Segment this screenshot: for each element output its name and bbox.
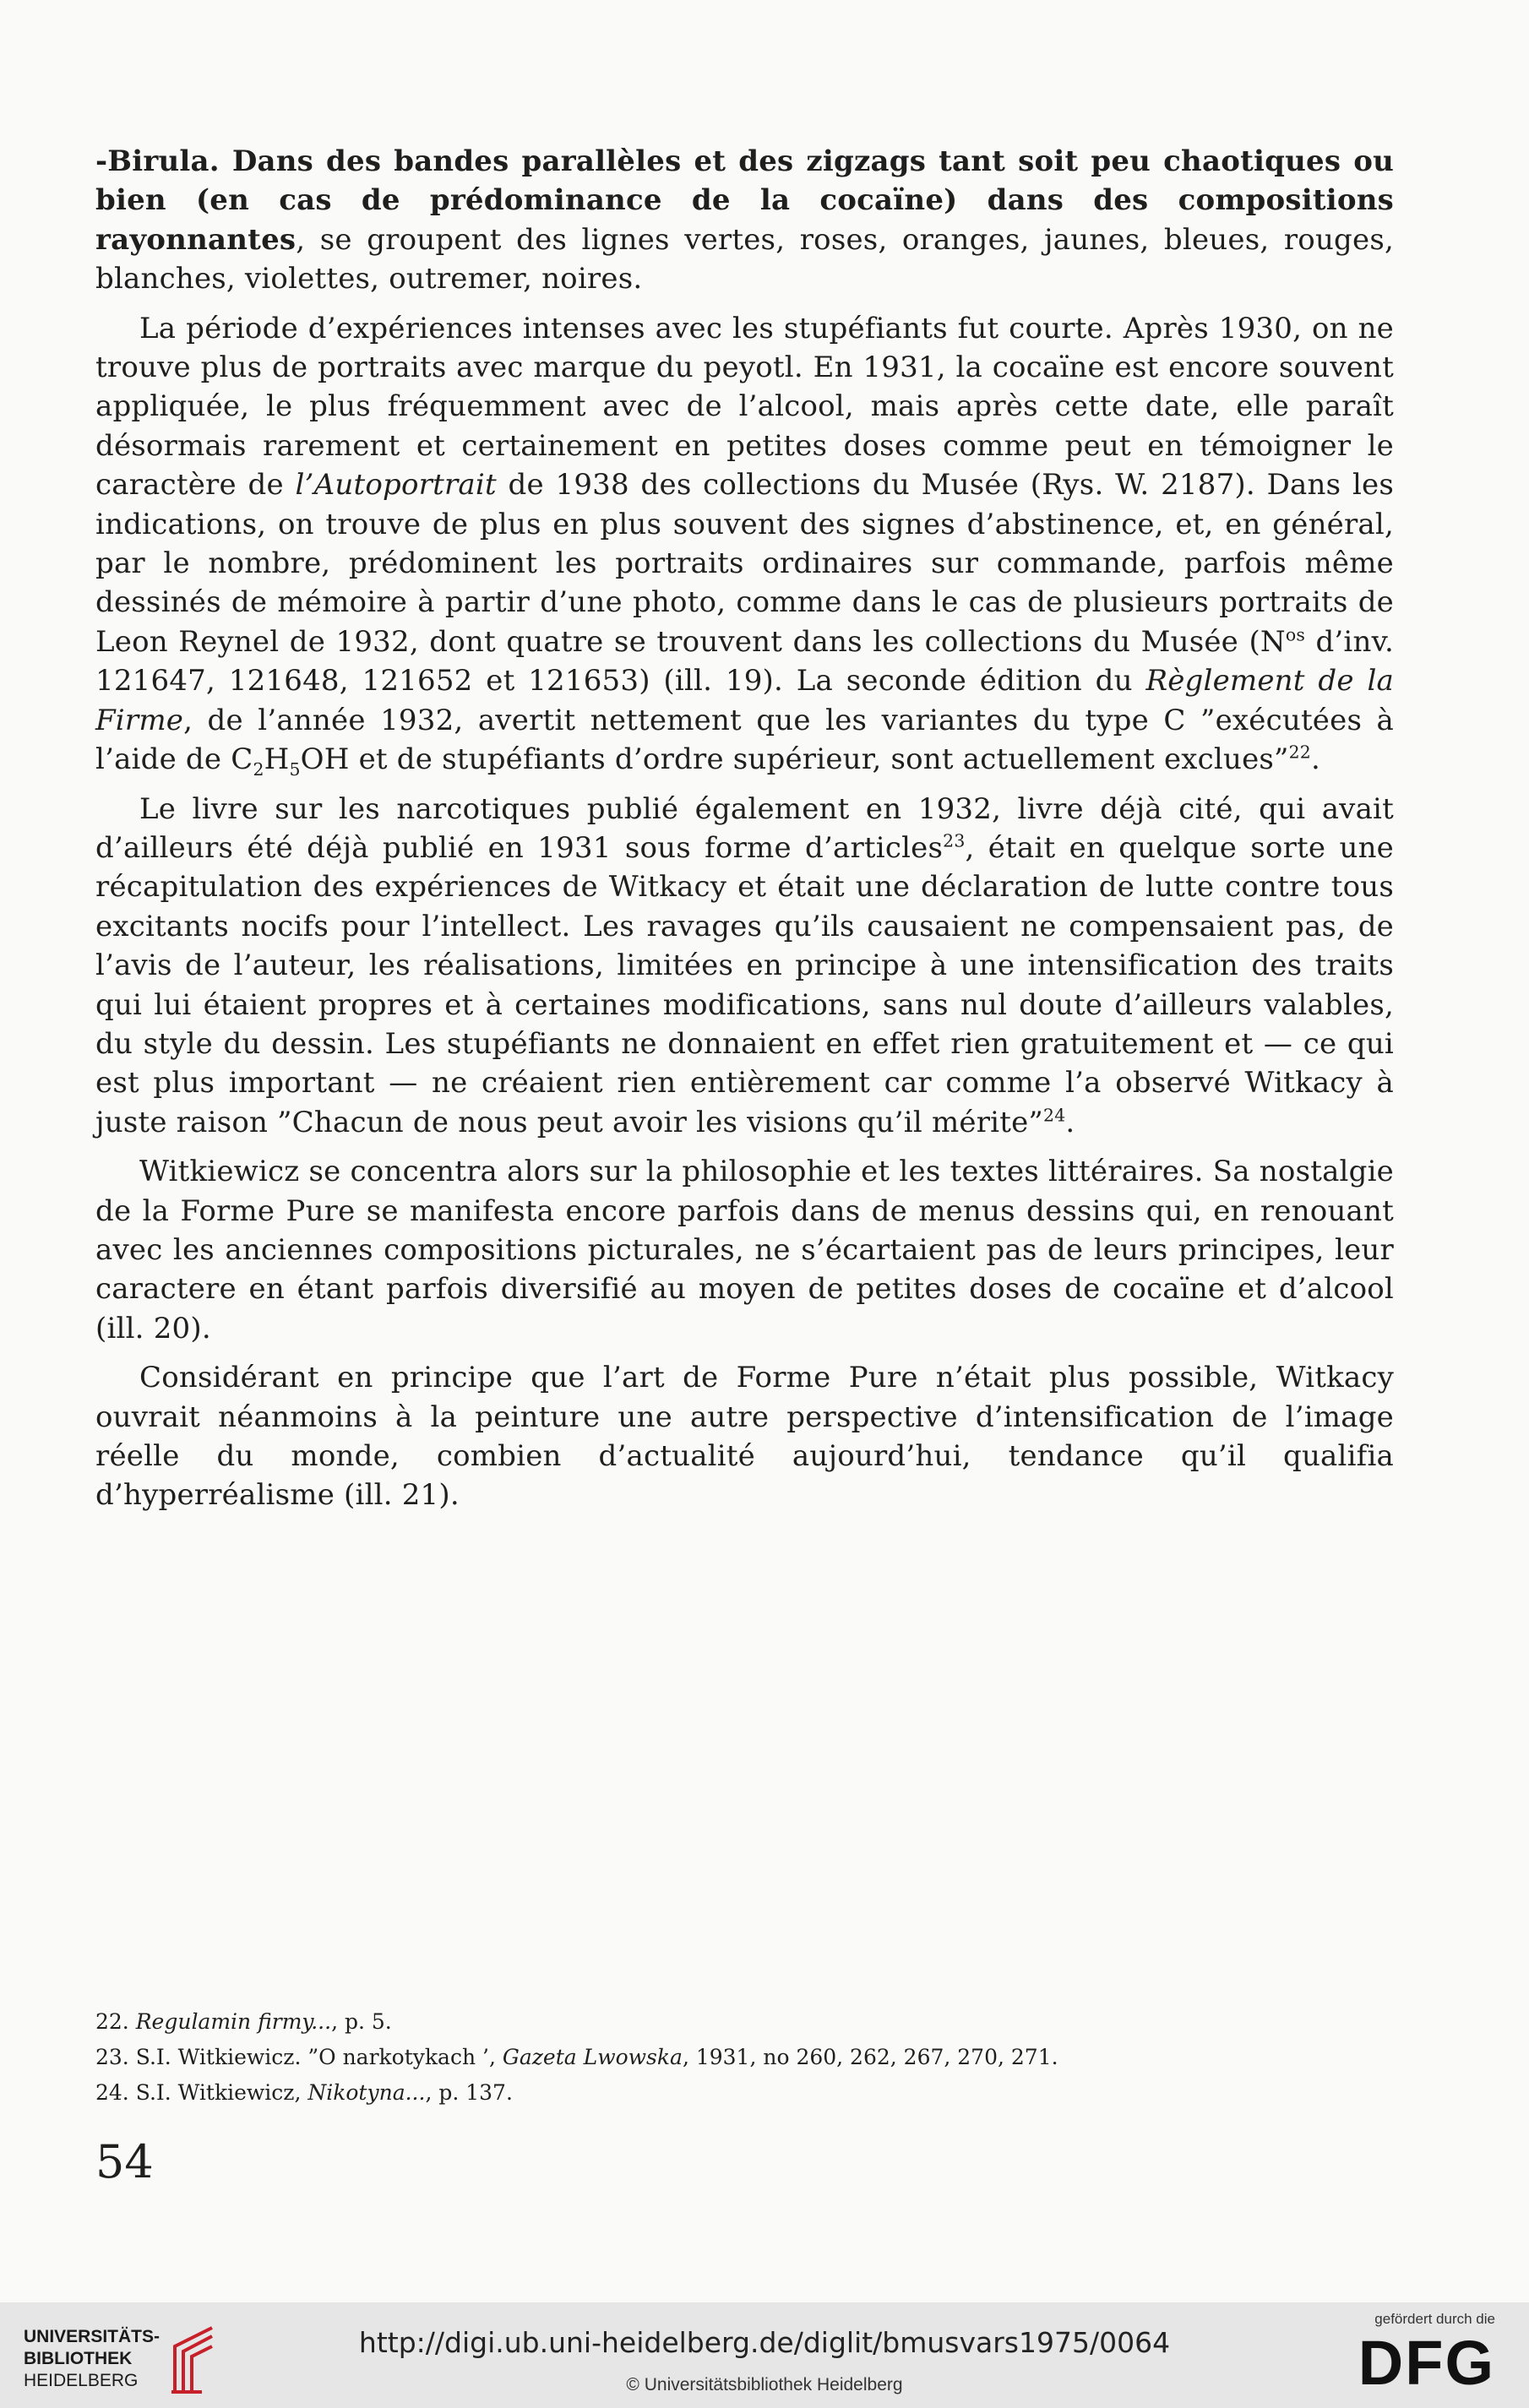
paragraph xyxy=(95,309,1394,780)
text-run: , de l’année 1932, avertit nettement que les variantes du type C ”exécutées à l’aide de C xyxy=(95,703,1394,777)
text-run: H xyxy=(264,742,290,777)
paragraph xyxy=(95,142,1394,299)
text-run: Le livre sur les narcotiques publié également en 1932, livre déjà cité, qui avait d’ailleurs été déjà publié en 1931 sous forme d’articles xyxy=(95,791,1394,865)
text-run: . xyxy=(1310,742,1320,777)
footnote xyxy=(95,2040,1194,2075)
text-run: , p. 137. xyxy=(425,2080,513,2105)
library-footer xyxy=(0,2302,1529,2408)
text-run: 22 xyxy=(1288,742,1311,763)
text-run: Regulamin firmy... xyxy=(135,2009,332,2034)
paragraph xyxy=(95,790,1394,1143)
library-name-line3: HEIDELBERG xyxy=(24,2371,139,2390)
text-run: , se groupent des lignes vertes, roses, oranges, jaunes, bleues, rouges, blanches, violettes, outremer, noires. xyxy=(95,222,1394,296)
text-run: os xyxy=(1285,624,1306,645)
text-run: 5 xyxy=(289,758,301,780)
text-run: Nikotyna... xyxy=(307,2080,426,2105)
footnotes xyxy=(95,2004,1194,2111)
text-run: , 1931, no 260, 262, 267, 270, 271. xyxy=(682,2045,1058,2069)
footnote xyxy=(95,2075,1194,2111)
text-run: Considérant en principe que l’art de Forme Pure n’était plus possible, Witkacy ouvrait néanmoins à la peinture une autre perspective d’intensification de l’image réelle du monde, combien d’actualité aujourd’hui, tendance qu’il qualifia d’hyperréalisme (ill. 21). xyxy=(95,1361,1394,1513)
text-run: Règlement de la Firme xyxy=(95,664,1394,737)
body-text xyxy=(95,142,1394,1515)
text-run: de 1938 des collections du Musée (Rys. W. 2187). Dans les indications, on trouve de plus en plus souvent des signes d’abstinence, et, en général, par le nombre, prédominent les portraits ordinaires sur commande, parfois même dessinés de mémoire à partir d’une photo, comme dans le cas de plusieurs portraits de Leon Reynel de 1932, dont quatre se trouvent dans les collections du Musée (N xyxy=(95,468,1394,659)
paragraph xyxy=(95,1358,1394,1515)
copyright-text: © Universitätsbibliothek Heidelberg xyxy=(626,2375,903,2394)
library-name-line1: UNIVERSITÄTS- xyxy=(24,2327,161,2346)
footnote xyxy=(95,2004,1194,2040)
paragraph xyxy=(95,1152,1394,1348)
page-number: 54 xyxy=(95,2135,154,2188)
text-run: OH et de stupéfiants d’ordre supérieur, sont actuellement exclues” xyxy=(300,742,1289,777)
text-run: , p. 5. xyxy=(331,2009,392,2034)
text-run: d’inv. 121647, 121648, 121652 et 121653) (ill. 19). La seconde édition du xyxy=(95,624,1394,698)
dfg-wordmark: DFG xyxy=(1358,2328,1495,2398)
text-run: 23. S.I. Witkiewicz. ”O narkotykach ’, xyxy=(95,2045,503,2069)
library-name-line2: BIBLIOTHEK xyxy=(24,2349,133,2368)
text-run: 2 xyxy=(253,758,264,780)
text-run: -Birula. Dans des bandes parallèles et des zigzags tant soit peu chaotiques ou bien (en cas de prédominance de la cocaïne) dans des compositions rayonnantes xyxy=(95,144,1394,257)
text-run: 22. xyxy=(95,2009,136,2034)
text-run: . xyxy=(1065,1105,1075,1139)
text-run: 23 xyxy=(943,830,966,851)
text-run: Witkiewicz se concentra alors sur la philosophie et les textes littéraires. Sa nostalgie de la Forme Pure se manifesta encore parfois dans de menus dessins qui, en renouant avec les anciennes compositions picturales, ne s’écartaient pas de leurs principes, leur caractere en étant parfois diversifié au moyen de petites doses de cocaïne et d’alcool (ill. 20). xyxy=(95,1155,1394,1345)
dfg-logo[interactable] xyxy=(1358,2311,1495,2399)
text-run: 24 xyxy=(1043,1105,1066,1126)
text-run: La période d’expériences intenses avec les stupéfiants fut courte. Après 1930, on ne trouve plus de portraits avec marque du peyotl. En 1931, la cocaïne est encore souvent appliquée, le plus fréquemment avec de l’alcool, mais après cette date, elle paraît désormais rarement et certainement en petites doses comme peut en témoigner le caractère de xyxy=(95,311,1394,503)
source-url-link[interactable]: http://digi.ub.uni-heidelberg.de/diglit/bmusvars1975/0064 xyxy=(358,2326,1171,2359)
text-run: Gazeta Lwowska xyxy=(502,2045,683,2069)
text-run: , était en quelque sorte une récapitulation des expériences de Witkacy et était une déclaration de lutte contre tous excitants nocifs pour l’intellect. Les ravages qu’ils causaient ne compensaient pas, de l’avis de l’auteur, les réalisations, limitées en principe à une intensification des traits qui lui étaient propres et à certaines modifications, sans nul doute d’ailleurs valables, du style du dessin. Les stupéfiants ne donnaient en effet rien gratuitement et — ce qui est plus important — ne créaient rien entièrement car comme l’a observé Witkacy à juste raison ”Chacun de nous peut avoir les visions qu’il mérite” xyxy=(95,830,1394,1139)
text-run: l’Autoportrait xyxy=(295,468,497,503)
dfg-funding-label: gefördert durch die xyxy=(1374,2311,1495,2327)
text-run: 24. S.I. Witkiewicz, xyxy=(95,2080,308,2105)
